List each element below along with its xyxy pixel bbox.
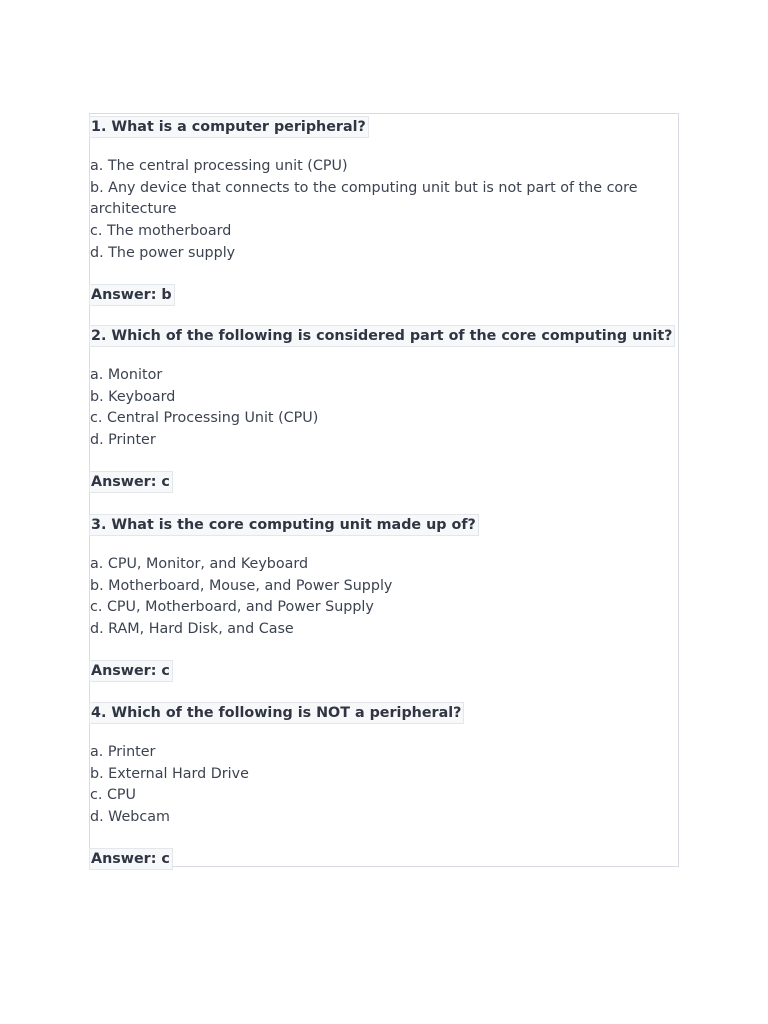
option-list: [90, 156, 680, 265]
answer-label: Answer: c: [89, 848, 173, 870]
quiz-container: [89, 113, 679, 867]
option-b: b. Any device that connects to the computing unit but is not part of the core architecture: [90, 179, 638, 218]
option-a: a. The central processing unit (CPU): [90, 158, 348, 174]
question-heading: 3. What is the core computing unit made up of?: [89, 514, 479, 536]
option-d: d. The power supply: [90, 244, 236, 261]
answer-label: Answer: b: [89, 284, 175, 306]
option-list: [90, 554, 680, 641]
option-c: c. CPU, Motherboard, and Power Supply: [90, 599, 374, 616]
question-heading: 4. Which of the following is NOT a peripheral?: [89, 702, 464, 724]
answer-label: Answer: c: [89, 471, 173, 493]
option-d: d. RAM, Hard Disk, and Case: [90, 621, 294, 638]
option-c: c. The motherboard: [90, 223, 232, 240]
question-heading: 1. What is a computer peripheral?: [89, 116, 369, 138]
answer-label: Answer: c: [89, 660, 173, 682]
option-b: b. Motherboard, Mouse, and Power Supply: [90, 577, 393, 594]
option-list: [90, 365, 680, 452]
option-a: a. Printer: [90, 744, 156, 760]
option-c: c. Central Processing Unit (CPU): [90, 410, 319, 427]
option-c: c. CPU: [90, 787, 137, 804]
question-block-3: [90, 514, 680, 682]
option-list: [90, 742, 680, 829]
question-heading: 2. Which of the following is considered part of the core computing unit?: [89, 325, 675, 347]
option-d: d. Webcam: [90, 809, 170, 826]
question-block-4: [90, 702, 680, 870]
question-block-2: [90, 325, 680, 493]
option-b: b. External Hard Drive: [90, 765, 249, 782]
question-block-1: [90, 116, 680, 306]
option-a: a. Monitor: [90, 367, 163, 383]
option-b: b. Keyboard: [90, 388, 176, 405]
option-d: d. Printer: [90, 432, 156, 449]
option-a: a. CPU, Monitor, and Keyboard: [90, 556, 309, 572]
